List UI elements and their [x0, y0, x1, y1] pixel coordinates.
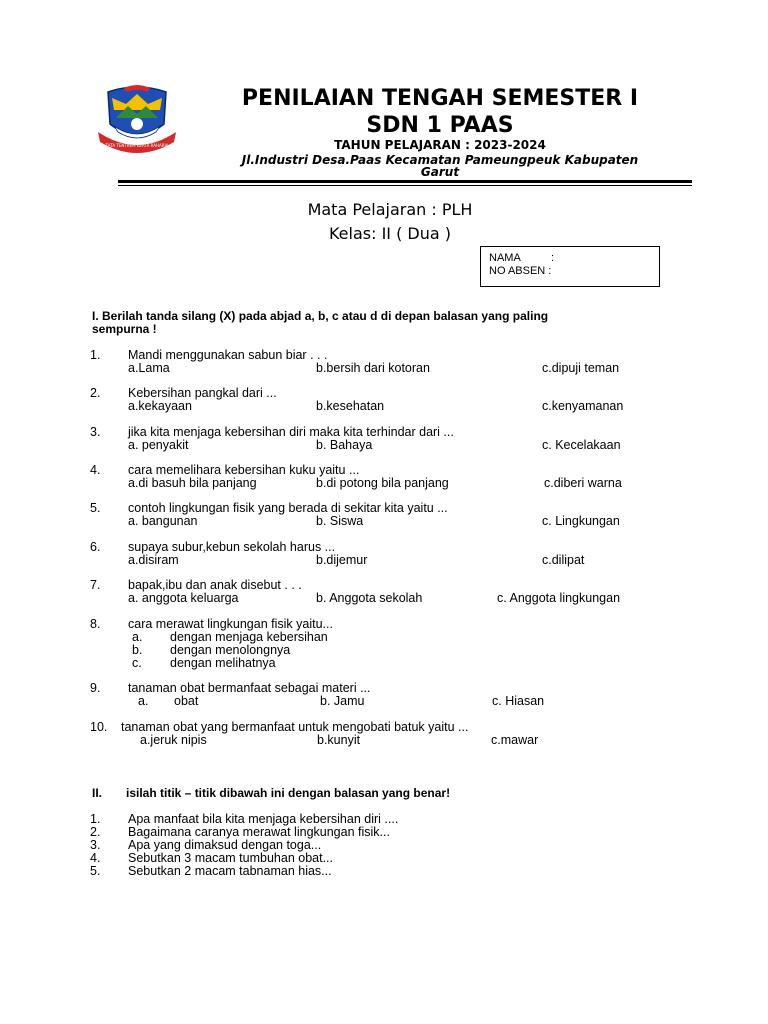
- academic-year: TAHUN PELAJARAN : 2023-2024: [334, 138, 546, 152]
- question-text: contoh lingkungan fisik yang berada di sekitar kita yaitu ...: [128, 501, 448, 515]
- option-b: b. Jamu: [320, 694, 365, 708]
- option-c: c.dipuji teman: [542, 361, 620, 375]
- student-identity-box[interactable]: [480, 246, 660, 287]
- option-b: b.di potong bila panjang: [316, 476, 449, 490]
- name-label: NAMA: [489, 252, 521, 264]
- essay-question-text: Bagaimana caranya merawat lingkungan fisik...: [128, 825, 390, 839]
- question-text: Kebersihan pangkal dari ...: [128, 386, 277, 400]
- question-number: 10.: [90, 720, 108, 734]
- option-a-letter: a.: [138, 694, 149, 708]
- option-letter: b.: [132, 643, 143, 657]
- option-a: a.disiram: [128, 553, 179, 567]
- essay-number: 3.: [90, 838, 101, 852]
- option-letter: a.: [132, 630, 143, 644]
- option-text: dengan melihatnya: [170, 656, 276, 670]
- header-divider-thin: [118, 185, 692, 186]
- exam-title: PENILAIAN TENGAH SEMESTER I: [241, 86, 639, 111]
- option-b: b. Bahaya: [316, 438, 373, 452]
- section2-instruction: isilah titik – titik dibawah ini dengan balasan yang benar!: [126, 786, 451, 800]
- question-number: 8.: [90, 617, 101, 631]
- header-divider-thick: [118, 180, 692, 183]
- option-a: a.kekayaan: [128, 399, 192, 413]
- option-b: b.bersih dari kotoran: [316, 361, 430, 375]
- option-letter: c.: [132, 656, 142, 670]
- section2-number: II.: [92, 786, 103, 800]
- option-a: obat: [174, 694, 199, 708]
- option-c: c. Hiasan: [492, 694, 545, 708]
- option-text: dengan menolongnya: [170, 643, 291, 657]
- option-b: b.kesehatan: [316, 399, 385, 413]
- essay-number: 2.: [90, 825, 101, 839]
- option-a: a. penyakit: [128, 438, 189, 452]
- question-text: cara memelihara kebersihan kuku yaitu ...: [128, 463, 360, 477]
- question-text: tanaman obat bermanfaat sebagai materi ...: [128, 681, 371, 695]
- essay-number: 4.: [90, 851, 101, 865]
- question-text: Mandi menggunakan sabun biar . . .: [128, 348, 328, 362]
- question-text: jika kita menjaga kebersihan diri maka kita terhindar dari ...: [128, 425, 454, 439]
- option-a: a. anggota keluarga: [128, 591, 239, 605]
- essay-question-text: Sebutkan 3 macam tumbuhan obat...: [128, 851, 333, 865]
- option-c: c.kenyamanan: [542, 399, 624, 413]
- option-a: a.Lama: [128, 361, 170, 375]
- question-number: 6.: [90, 540, 101, 554]
- option-c: c.mawar: [491, 733, 539, 747]
- essay-question-text: Apa yang dimaksud dengan toga...: [128, 838, 322, 852]
- name-separator: :: [551, 252, 555, 264]
- option-c: c.diberi warna: [544, 476, 622, 490]
- essay-number: 1.: [90, 812, 101, 826]
- class-title: Kelas: II ( Dua ): [328, 224, 452, 243]
- option-b: b. Siswa: [316, 514, 364, 528]
- option-c: c. Anggota lingkungan: [497, 591, 621, 605]
- question-number: 5.: [90, 501, 101, 515]
- option-a: a.di basuh bila panjang: [128, 476, 257, 490]
- question-number: 1.: [90, 348, 101, 362]
- subject-title: Mata Pelajaran : PLH: [307, 200, 473, 219]
- question-text: bapak,ibu dan anak disebut . . .: [128, 578, 302, 592]
- section1-instruction-line1: I. Berilah tanda silang (X) pada abjad a, b, c atau d di depan balasan yang paling: [92, 309, 549, 323]
- school-district-logo: [94, 84, 180, 156]
- question-text: supaya subur,kebun sekolah harus ...: [128, 540, 336, 554]
- option-b: b. Anggota sekolah: [316, 591, 423, 605]
- option-b: b.dijemur: [316, 553, 368, 567]
- question-number: 3.: [90, 425, 101, 439]
- essay-question-text: Sebutkan 2 macam tabnaman hias...: [128, 864, 332, 878]
- school-address-line1: Jl.Industri Desa.Paas Kecamatan Pameungpeuk Kabupaten: [241, 153, 639, 167]
- question-text: tanaman obat yang bermanfaat untuk mengobati batuk yaitu ...: [121, 720, 469, 734]
- absen-label: NO ABSEN :: [489, 265, 552, 277]
- option-c: c.dilipat: [542, 553, 585, 567]
- logo-motto: TATA TENTREM KERTA RAHARJA: [105, 143, 169, 148]
- school-address-line2: Garut: [420, 165, 460, 179]
- school-name: SDN 1 PAAS: [366, 113, 514, 138]
- option-a: a. bangunan: [128, 514, 198, 528]
- option-c: c. Kecelakaan: [542, 438, 621, 452]
- question-number: 9.: [90, 681, 101, 695]
- option-c: c. Lingkungan: [542, 514, 620, 528]
- essay-question-text: Apa manfaat bila kita menjaga kebersihan diri ....: [128, 812, 399, 826]
- option-a: a.jeruk nipis: [140, 733, 207, 747]
- question-number: 4.: [90, 463, 101, 477]
- question-number: 2.: [90, 386, 101, 400]
- option-text: dengan menjaga kebersihan: [170, 630, 328, 644]
- option-b: b.kunyit: [317, 733, 361, 747]
- question-number: 7.: [90, 578, 101, 592]
- question-text: cara merawat lingkungan fisik yaitu...: [128, 617, 333, 631]
- section1-instruction-line2: sempurna !: [92, 322, 157, 336]
- essay-number: 5.: [90, 864, 101, 878]
